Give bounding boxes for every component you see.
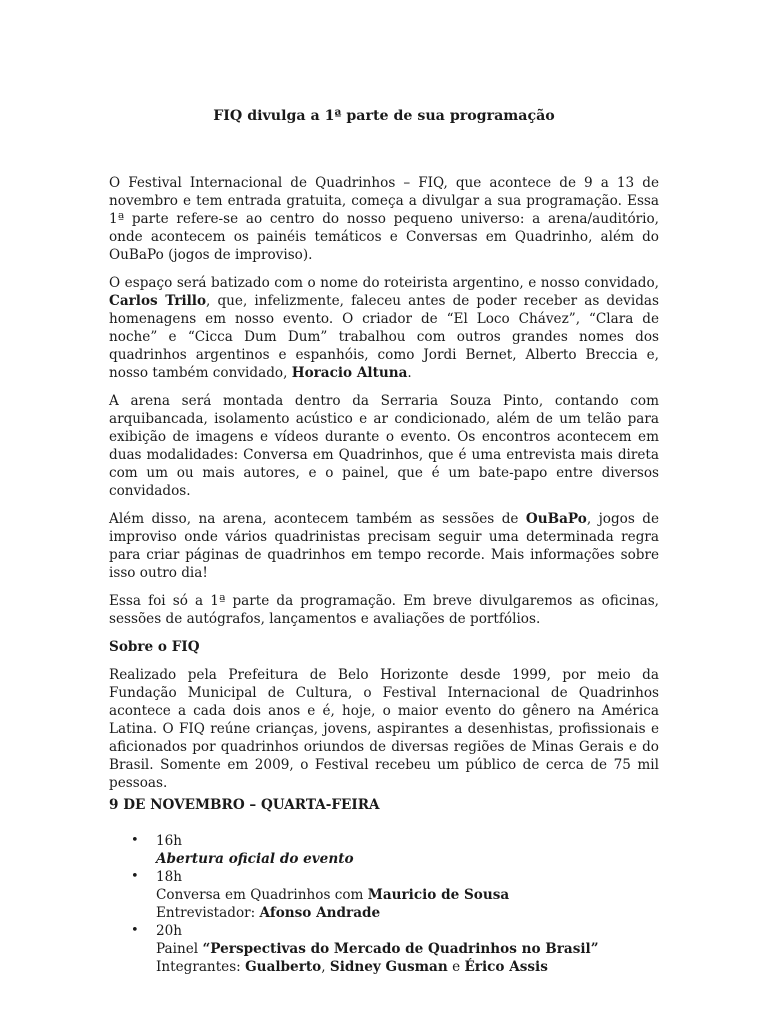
text-run: , [321, 959, 330, 975]
name-sidney-gusman: Sidney Gusman [329, 959, 448, 975]
name-carlos-trillo: Carlos Trillo [109, 293, 207, 309]
text-run: Conversa em Quadrinhos com [156, 887, 368, 903]
paragraph-intro: O Festival Internacional de Quadrinhos – FIQ, que acontece de 9 a 13 de novembro e tem entrada gratuita, começa a divulgar a sua programação. Essa 1ª parte refere-se ao centro do nosso pequeno universo: a arena/auditório, onde acontecem os painéis temáticos e Conversas em Quadrinho, além do OuBaPo (jogos de improviso). [109, 175, 659, 263]
text-run: e [447, 959, 465, 975]
schedule-participants [156, 904, 659, 922]
name-oubapo: OuBaPo [525, 511, 587, 527]
text-run: , que, infelizmente, faleceu antes de poder receber as devidas homenagens em nosso evento. O criador de “El Loco Chávez”, “Clara de noche” e “Cicca Dum Dum” trabalhou com outros grandes nomes dos quadrinhos argentinos e espanhóis, como Jordi Bernet, Alberto Breccia e, nosso também convidado, [109, 293, 659, 381]
text-run: . [407, 365, 412, 381]
text-run: Integrantes: [156, 959, 246, 975]
schedule-participants [156, 958, 659, 976]
list-item [109, 832, 659, 868]
schedule-time: 20h [156, 923, 183, 939]
paragraph-about: Realizado pela Prefeitura de Belo Horizonte desde 1999, por meio da Fundação Municipal de Cultura, o Festival Internacional de Quadrinhos acontece a cada dois anos e é, hoje, o maior evento do gênero na América Latina. O FIQ reúne crianças, jovens, aspirantes a desenhistas, profissionais e aficionados por quadrinhos oriundos de diversas regiões de Minas Gerais e do Brasil. Somente em 2009, o Festival recebeu um público de cerca de 75 mil pessoas. [109, 667, 659, 791]
bullet-icon: • [131, 923, 139, 938]
day-heading: 9 DE NOVEMBRO – QUARTA-FEIRA [109, 797, 380, 813]
name-afonso-andrade: Afonso Andrade [259, 905, 381, 921]
text-run: Além disso, na arena, acontecem também as sessões de [109, 511, 526, 527]
heading-about-fiq: Sobre o FIQ [109, 639, 200, 655]
schedule-time: 16h [156, 833, 183, 849]
name-gualberto: Gualberto [245, 959, 322, 975]
schedule-list [109, 832, 659, 976]
schedule-time: 18h [156, 869, 183, 885]
bullet-icon: • [131, 833, 139, 848]
text-run: O espaço será batizado com o nome do roteirista argentino, e nosso convidado, [109, 275, 659, 291]
text-run: Entrevistador: [156, 905, 260, 921]
document-title: FIQ divulga a 1ª parte de sua programação [213, 108, 555, 124]
paragraph-arena-details: A arena será montada dentro da Serraria Souza Pinto, contando com arquibancada, isolamento acústico e ar condicionado, além de um telão para exibição de imagens e vídeos durante o evento. Os encontros acontecem em duas modalidades: Conversa em Quadrinhos, que é uma entrevista mais direta com um ou mais autores, e o painel, que é um bate-papo entre diversos convidados. [109, 393, 659, 499]
list-item [109, 922, 659, 976]
panel-title: “Perspectivas do Mercado de Quadrinhos no Brasil” [202, 941, 599, 957]
name-horacio-altuna: Horacio Altuna [291, 365, 408, 381]
list-item [109, 868, 659, 922]
paragraph-oubapo [109, 510, 659, 582]
paragraph-arena-name [109, 274, 659, 382]
text-run: , jogos de improviso onde vários quadrinistas precisam seguir uma determinada regra para criar páginas de quadrinhos em tempo recorde. Mais informações sobre isso outro dia! [109, 511, 659, 581]
text-run: Painel [156, 941, 203, 957]
name-mauricio-de-sousa: Mauricio de Sousa [367, 887, 510, 903]
schedule-event: Abertura oficial do evento [156, 851, 354, 867]
schedule-event [156, 886, 659, 904]
paragraph-more-coming: Essa foi só a 1ª parte da programação. Em breve divulgaremos as oficinas, sessões de autógrafos, lançamentos e avaliações de portfólios. [109, 593, 659, 627]
document-body [109, 174, 659, 802]
name-erico-assis: Érico Assis [464, 959, 548, 975]
schedule-event [156, 940, 659, 958]
bullet-icon: • [131, 869, 139, 884]
